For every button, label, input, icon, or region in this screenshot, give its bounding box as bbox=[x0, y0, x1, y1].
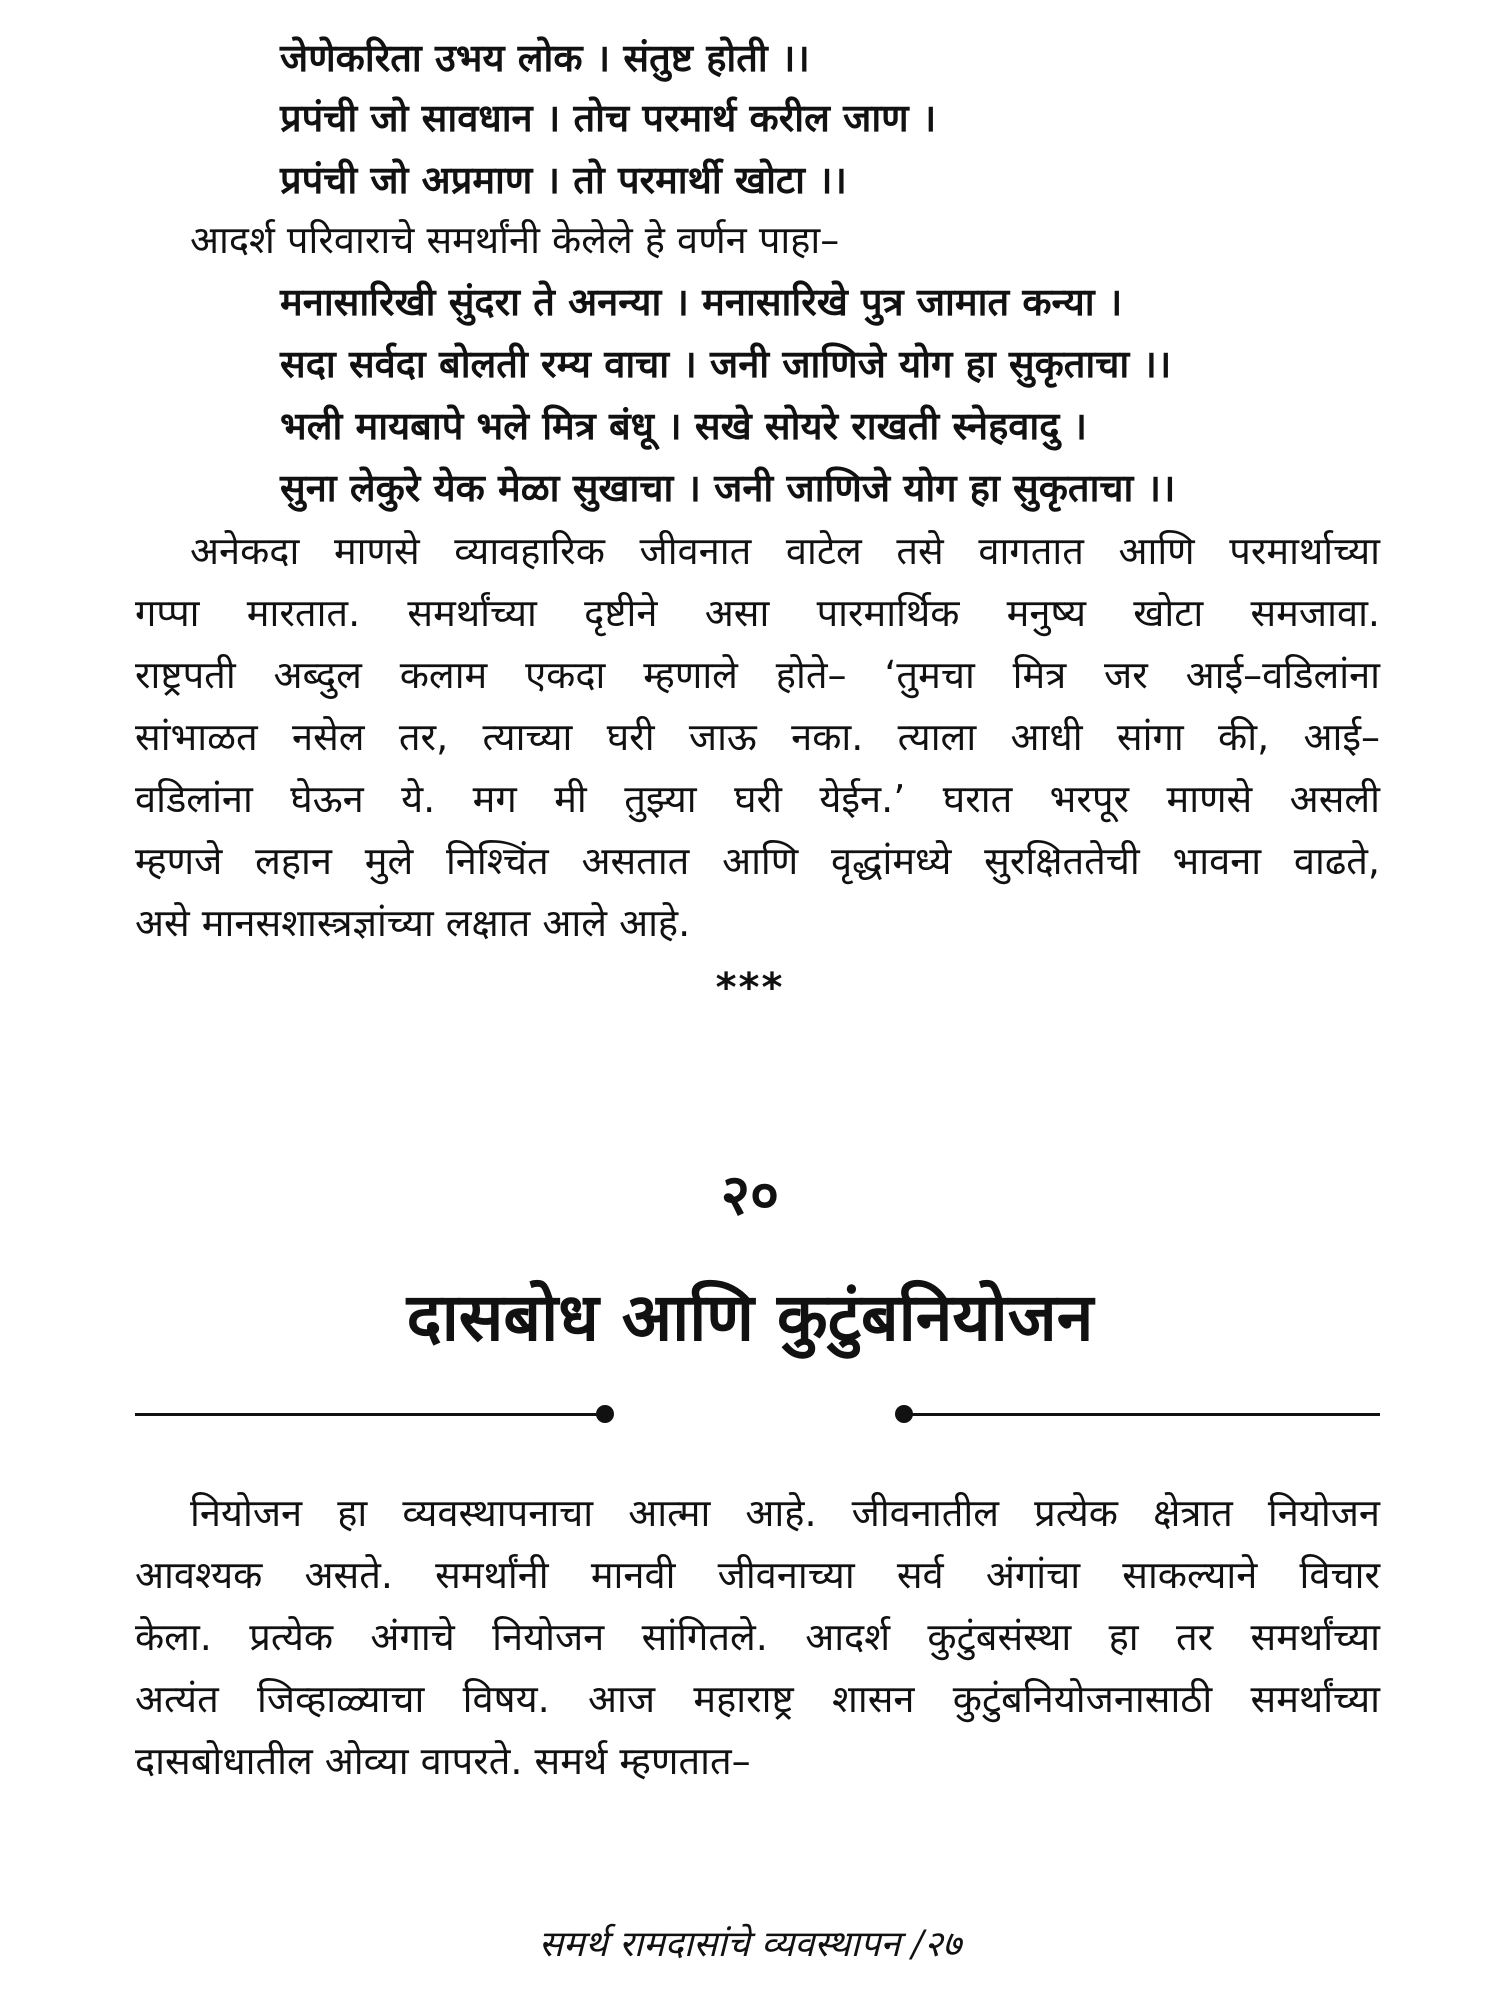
paragraph-line: केला. प्रत्येक अंगाचे नियोजन सांगितले. आदर्श कुटुंबसंस्था हा तर समर्थांच्या bbox=[135, 1615, 1380, 1659]
divider-left bbox=[135, 1413, 610, 1416]
paragraph-two bbox=[135, 1482, 1380, 1792]
verse-line: जेणेकरिता उभय लोक । संतुष्ट होती ।। bbox=[280, 36, 810, 80]
divider-dot-left bbox=[596, 1405, 614, 1423]
paragraph-line: अनेकदा माणसे व्यावहारिक जीवनात वाटेल तसे वागतात आणि परमार्थाच्या bbox=[190, 529, 1380, 573]
paragraph-line: गप्पा मारतात. समर्थांच्या दृष्टीने असा पारमार्थिक मनुष्य खोटा समजावा. bbox=[135, 591, 1380, 635]
paragraph-line: नियोजन हा व्यवस्थापनाचा आत्मा आहे. जीवनातील प्रत्येक क्षेत्रात नियोजन bbox=[190, 1491, 1380, 1535]
verse-line: सदा सर्वदा बोलती रम्य वाचा । जनी जाणिजे योग हा सुकृताचा ।। bbox=[280, 342, 1172, 386]
paragraph-one bbox=[135, 520, 1380, 954]
paragraph-line: अत्यंत जिव्हाळ्याचा विषय. आज महाराष्ट्र शासन कुटुंबनियोजनासाठी समर्थांच्या bbox=[135, 1677, 1380, 1721]
verse-line: सुना लेकुरे येक मेळा सुखाचा । जनी जाणिजे योग हा सुकृताचा ।। bbox=[280, 466, 1176, 510]
paragraph-line: राष्ट्रपती अब्दुल कलाम एकदा म्हणाले होते– ‘तुमचा मित्र जर आई–वडिलांना bbox=[135, 653, 1380, 697]
verse-line: प्रपंची जो अप्रमाण । तो परमार्थी खोटा ।। bbox=[280, 158, 847, 202]
paragraph-line: म्हणजे लहान मुले निश्चिंत असतात आणि वृद्धांमध्ये सुरक्षिततेची भावना वाढते, bbox=[135, 839, 1380, 883]
page-footer: समर्थ रामदासांचे व्यवस्थापन /२७ bbox=[538, 1924, 962, 1965]
chapter-title: दासबोध आणि कुटुंबनियोजन bbox=[406, 1279, 1094, 1356]
paragraph-line: दासबोधातील ओव्या वापरते. समर्थ म्हणतात– bbox=[135, 1739, 751, 1783]
paragraph-line: आवश्यक असते. समर्थांनी मानवी जीवनाच्या सर्व अंगांचा साकल्याने विचार bbox=[135, 1553, 1380, 1597]
divider-right bbox=[905, 1413, 1380, 1416]
verse-line: भली मायबापे भले मित्र बंधू । सखे सोयरे राखती स्नेहवादु । bbox=[280, 404, 1088, 448]
chapter-number: २० bbox=[720, 1163, 780, 1228]
intro-line: आदर्श परिवाराचे समर्थांनी केलेले हे वर्णन पाहा– bbox=[190, 218, 840, 262]
section-separator: *** bbox=[715, 965, 785, 1011]
verse-line: मनासारिखी सुंदरा ते अनन्या । मनासारिखे पुत्र जामात कन्या । bbox=[280, 280, 1123, 324]
paragraph-line: वडिलांना घेऊन ये. मग मी तुझ्या घरी येईन.’ घरात भरपूर माणसे असली bbox=[135, 777, 1380, 821]
paragraph-line: असे मानसशास्त्रज्ञांच्या लक्षात आले आहे. bbox=[135, 901, 691, 945]
verse-line: प्रपंची जो सावधान । तोच परमार्थ करील जाण । bbox=[280, 96, 937, 140]
paragraph-line: सांभाळत नसेल तर, त्याच्या घरी जाऊ नका. त्याला आधी सांगा की, आई– bbox=[135, 715, 1380, 759]
